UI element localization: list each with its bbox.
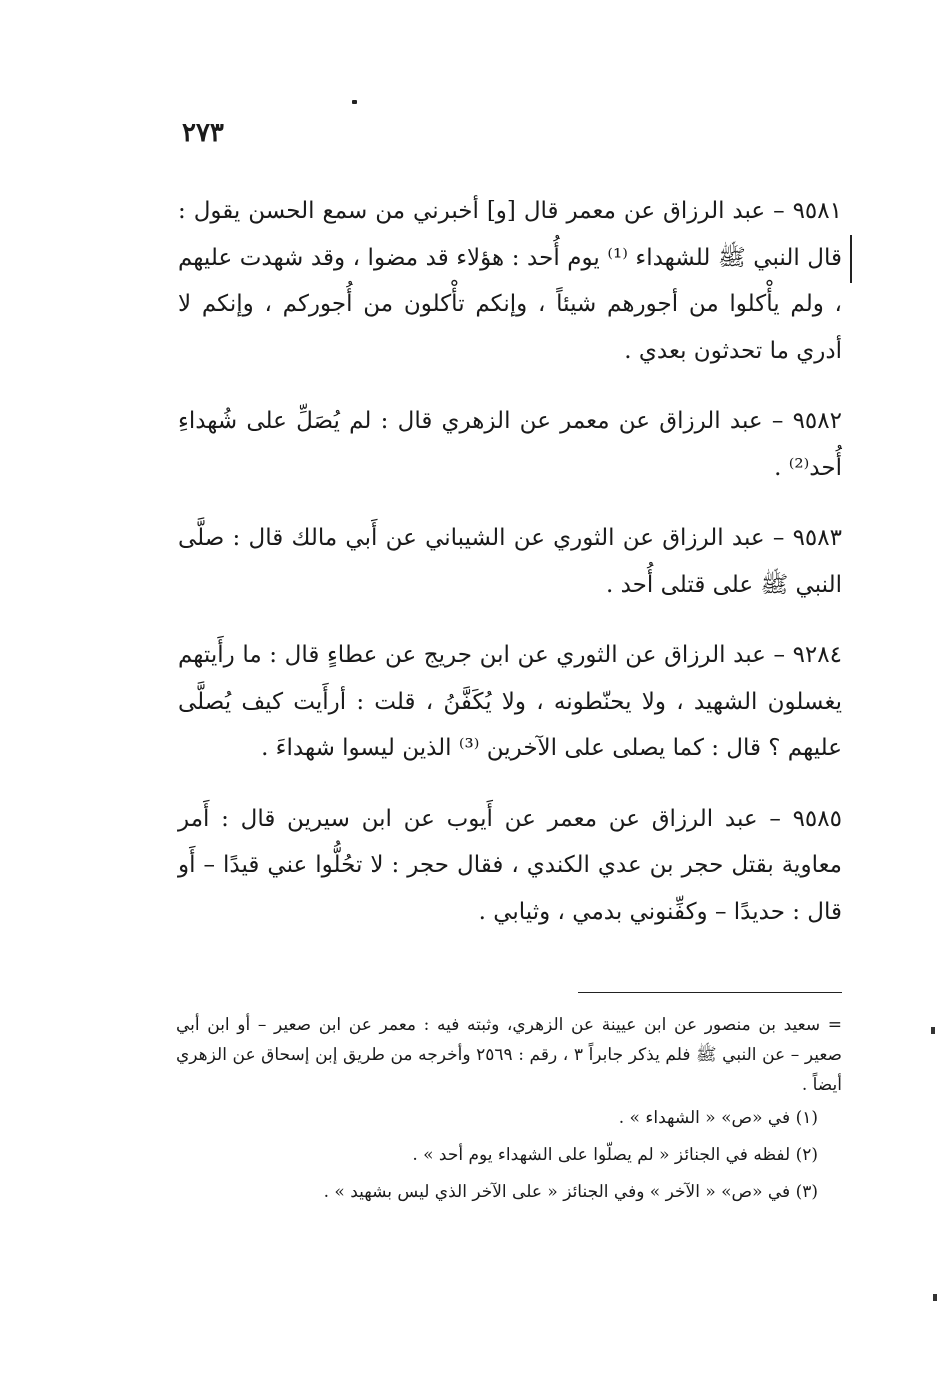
page-number: ٢٧٣: [182, 118, 224, 148]
footnote-1: (١) في «ص» « الشهداء » .: [618, 1108, 818, 1128]
footnote-2: (٢) لفظه في الجنائز « لم يصلّوا على الشهداء يوم أحد » .: [412, 1145, 818, 1165]
hadith-9583: ٩٥٨٣ – عبد الرزاق عن الثوري عن الشيباني عن أَبي مالك قال : صلَّى النبي ﷺ على قتلى أُحد .: [178, 525, 842, 598]
hadith-9584: ٩٢٨٤ – عبد الرزاق عن الثوري عن ابن جريج عن عطاءٍ قال : ما رأَيتهم يغسلون الشهيد ، ولا يحنّطونه ، ولا يُكَفَّنُ ، قلت : أرأَيت كيف يُصلَّى عليهم ؟ قال : كما يصلى على الآخرين ⁽³⁾ الذين ليسوا شهداءَ .: [178, 642, 842, 761]
footnote-continuation: = سعيد بن منصور عن ابن عيينة عن الزهري، وثبته فيه : معمر عن ابن صعير – أو ابن أبي صعير – عن النبي ﷺ فلم يذكر جابراً ٣ ، رقم : ٢٥٦٩ وأخرجه من طريق إبن إسحاق عن الزهري أيضاً .: [176, 1015, 842, 1095]
footnote-3: (٣) في «ص» « الآخر » وفي الجنائز « على الآخر الذي ليس بشهيد » .: [323, 1182, 818, 1202]
edge-dot-mark: [931, 1027, 935, 1034]
margin-line-mark: [850, 235, 852, 283]
footnote-separator: [578, 992, 842, 993]
hadith-9582: ٩٥٨٢ – عبد الرزاق عن معمر عن الزهري قال : لم يُصَلِّ على شُهداءِ أُحد⁽²⁾ .: [178, 408, 842, 481]
ink-dot-mark: [352, 100, 357, 104]
footnotes: [176, 1010, 842, 1211]
hadith-9585: ٩٥٨٥ – عبد الرزاق عن معمر عن أَيوب عن ابن سيرين قال : أَمر معاوية بقتل حجر بن عدي الكندي ، فقال حجر : لا تحُلُّوا عني قيدًا – أَو قال : حديدًا – وكفِّنوني بدمي ، وثيابي .: [178, 805, 842, 925]
edge-dot-mark: [933, 1294, 937, 1301]
main-text: [178, 188, 842, 959]
hadith-9581: ٩٥٨١ – عبد الرزاق عن معمر قال [و] أخبرني من سمع الحسن يقول : قال النبي ﷺ للشهداء ⁽¹⁾ يوم أُحد : هؤلاء قد مضوا ، وقد شهدت عليهم ، ولم يأْكلوا من أجورهم شيئاً ، وإنكم تأْكلون من أُجوركم ، وإنكم لا أدري ما تحدثون بعدي .: [178, 198, 842, 364]
